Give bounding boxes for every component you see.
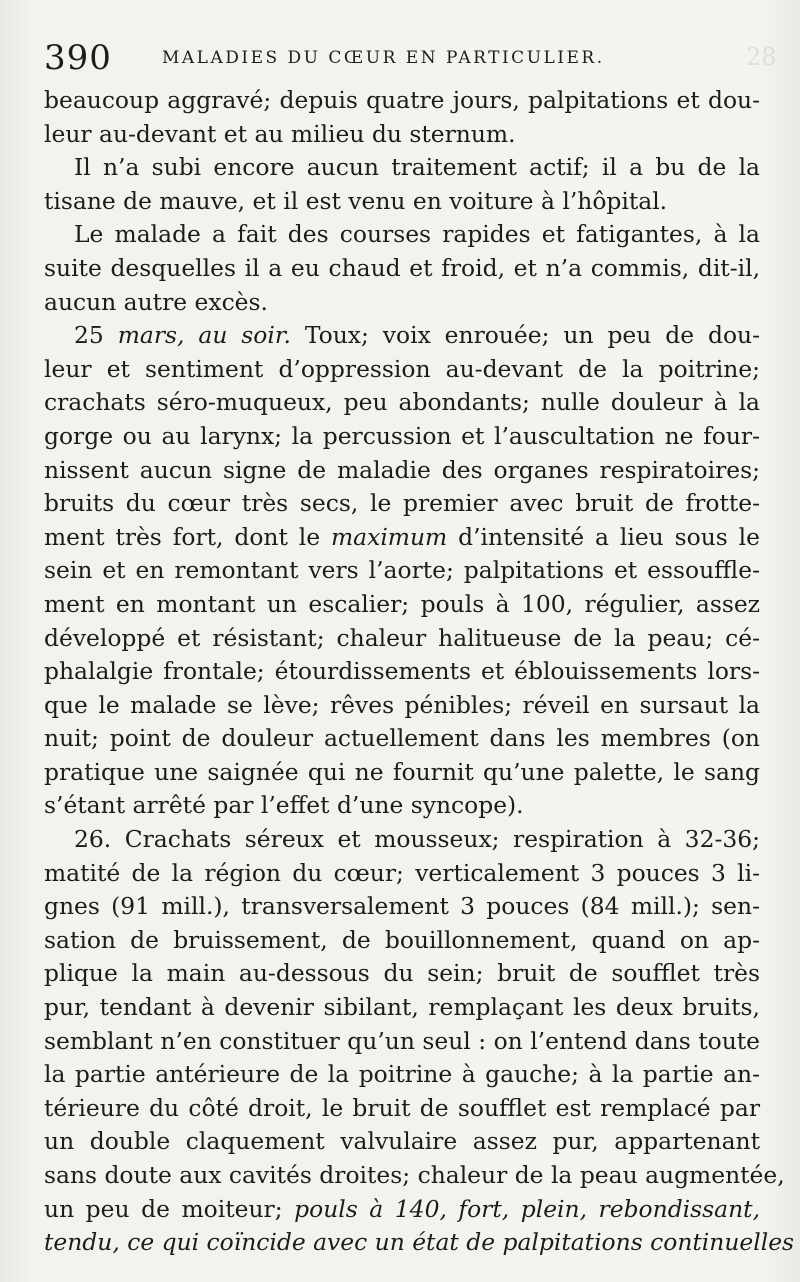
text-line: gnes (91 mill.), transversalement 3 pouces (84 mill.); sen- <box>44 892 760 921</box>
text-line: tisane de mauve, et il est venu en voiture à l’hôpital. <box>44 186 668 215</box>
text-line: aucun autre excès. <box>44 287 268 316</box>
text-line: leur et sentiment d’oppression au-devant de la poitrine; <box>44 354 760 383</box>
text-line: un double claquement valvulaire assez pur, appartenant <box>44 1127 760 1156</box>
text-line <box>44 521 760 555</box>
text-line <box>44 1193 760 1227</box>
text-line: crachats séro-muqueux, peu abondants; nulle douleur à la <box>44 388 760 417</box>
show-through-text: 28 <box>746 43 777 71</box>
italic-segment: pouls à 140, fort, plein, rebondissant, <box>294 1194 761 1223</box>
text-line: nuit; point de douleur actuellement dans les membres (on <box>44 724 760 753</box>
text-line: beaucoup aggravé; depuis quatre jours, palpitations et dou- <box>44 86 760 114</box>
text-segment: ment très fort, dont le <box>44 522 321 551</box>
entry-date-italic: mars, au soir. <box>117 321 291 350</box>
text-line: Il n’a subi encore aucun traitement actif; il a bu de la <box>74 153 760 182</box>
text-line <box>44 1226 795 1260</box>
text-segment: d’intensité a lieu sous le <box>458 522 760 551</box>
italic-segment: tendu, ce qui coïncide avec un état de palpitations continuelles <box>44 1228 795 1257</box>
text-line: térieure du côté droit, le bruit de soufflet est remplacé par <box>44 1093 760 1122</box>
italic-term: maximum <box>331 522 448 551</box>
text-line: s’étant arrêté par l’effet d’une syncope). <box>44 791 524 820</box>
text-line <box>44 319 760 353</box>
page-header <box>44 36 760 80</box>
text-line: semblant n’en constituer qu’un seul : on l’entend dans toute <box>44 1026 760 1055</box>
text-line: développé et résistant; chaleur halitueuse de la peau; cé- <box>44 623 760 652</box>
text-line: leur au-devant et au milieu du sternum. <box>44 119 516 148</box>
entry-date-day: 25 <box>74 321 104 350</box>
text-line: sans doute aux cavités droites; chaleur de la peau augmentée, <box>44 1161 785 1189</box>
text-line: 26. Crachats séreux et mousseux; respiration à 32-36; <box>74 825 760 854</box>
text-line: plique la main au-dessous du sein; bruit de soufflet très <box>44 959 760 988</box>
text-segment: un peu de moiteur; <box>44 1194 283 1223</box>
text-line: pratique une saignée qui ne fournit qu’une palette, le sang <box>44 757 760 786</box>
text-line: gorge ou au larynx; la percussion et l’auscultation ne four- <box>44 421 760 450</box>
text-line: nissent aucun signe de maladie des organes respiratoires; <box>44 455 760 484</box>
body-text <box>44 84 795 1260</box>
text-line: phalalgie frontale; étourdissements et éblouissements lors- <box>44 657 760 686</box>
text-line: Le malade a fait des courses rapides et fatigantes, à la <box>74 220 760 249</box>
text-line: sation de bruissement, de bouillonnement, quand on ap- <box>44 925 760 954</box>
page-number: 390 <box>44 38 112 78</box>
text-line: suite desquelles il a eu chaud et froid, et n’a commis, dit-il, <box>44 253 760 282</box>
entry-text: Toux; voix enrouée; un peu de dou- <box>304 321 761 350</box>
text-line: ment en montant un escalier; pouls à 100, régulier, assez <box>44 589 760 618</box>
text-line: la partie antérieure de la poitrine à gauche; à la partie an- <box>44 1060 760 1089</box>
text-line: sein et en remontant vers l’aorte; palpitations et essouffle- <box>44 556 760 585</box>
text-line: pur, tendant à devenir sibilant, remplaçant les deux bruits, <box>44 993 760 1022</box>
running-head: MALADIES DU CŒUR EN PARTICULIER. <box>162 48 605 68</box>
text-line: que le malade se lève; rêves pénibles; réveil en sursaut la <box>44 690 760 719</box>
text-line: matité de la région du cœur; verticalement 3 pouces 3 li- <box>44 858 760 887</box>
text-line: bruits du cœur très secs, le premier avec bruit de frotte- <box>44 489 760 518</box>
